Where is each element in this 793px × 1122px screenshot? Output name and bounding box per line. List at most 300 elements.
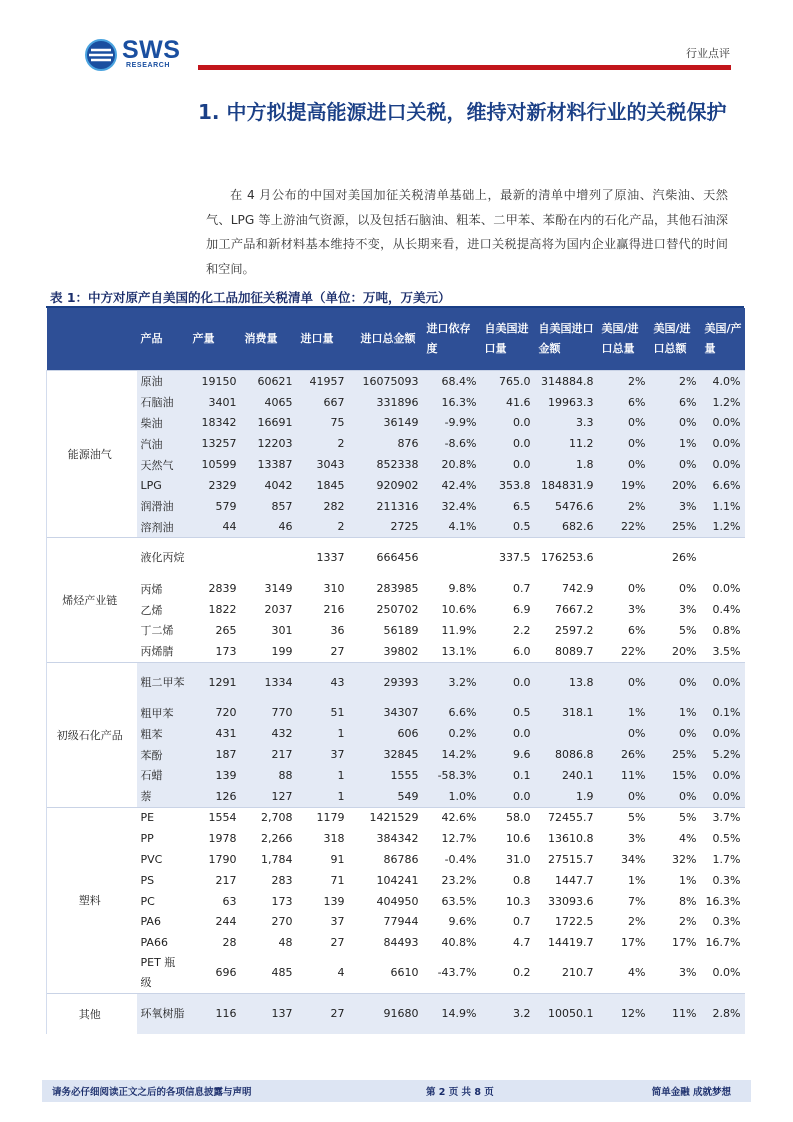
value-cell: 8086.8 (535, 744, 598, 765)
value-cell: 0% (650, 786, 701, 807)
value-cell: -0.4% (444, 853, 477, 867)
value-cell: 4 (337, 966, 345, 980)
value-cell: 6% (598, 392, 650, 413)
value-cell: 29393 (349, 662, 423, 703)
value-cell: 34307 (349, 703, 423, 724)
value-cell (701, 538, 745, 579)
value-cell: 41957 (297, 371, 349, 392)
header-cell: 进口量 (297, 308, 349, 371)
value-cell: 32845 (349, 744, 423, 765)
value-cell: 1555 (349, 765, 423, 786)
value-cell: 404950 (376, 894, 419, 908)
value-cell: 606 (349, 723, 423, 744)
product-name-cell: 润滑油 (137, 496, 189, 517)
value-cell: 2 (297, 517, 349, 538)
value-cell: 283 (271, 873, 293, 887)
table-row (47, 828, 745, 849)
product-name-cell: 苯酚 (137, 744, 189, 765)
header-cell: 消费量 (241, 308, 297, 371)
value-cell: 25% (650, 744, 701, 765)
product-name-cell: 粗苯 (137, 723, 189, 744)
value-cell: 337.5 (481, 538, 535, 579)
header-category (47, 308, 137, 371)
product-name-cell: 丙烯腈 (140, 645, 174, 659)
value-cell: 0.7 (513, 582, 531, 596)
product-name-cell: PP (140, 832, 154, 846)
header-cell: 美国/产量 (701, 308, 745, 371)
logo-subtext: RESEARCH (126, 62, 171, 69)
value-cell: 0% (598, 786, 650, 807)
table-row (47, 392, 745, 413)
value-cell: 4% (679, 832, 697, 846)
category-cell: 初级石化产品 (47, 662, 137, 807)
value-cell: 5.2% (701, 744, 745, 765)
value-cell: 2597.2 (555, 623, 594, 637)
value-cell: 5% (679, 623, 697, 637)
value-cell: 16.3% (423, 392, 481, 413)
value-cell: 10050.1 (535, 994, 598, 1035)
value-cell: 0.0 (481, 454, 535, 475)
table-row (47, 371, 745, 392)
value-cell: 63 (222, 894, 237, 908)
table-row (47, 538, 745, 579)
value-cell: 68.4% (423, 371, 481, 392)
value-cell: 2725 (349, 517, 423, 538)
value-cell: 13387 (241, 454, 297, 475)
value-cell: 2 (297, 433, 349, 454)
value-cell: 0% (598, 413, 650, 434)
value-cell: 71 (330, 873, 345, 887)
table-row (47, 413, 745, 434)
value-cell: 6.5 (481, 496, 535, 517)
product-name-cell: 原油 (137, 371, 189, 392)
value-cell: 187 (189, 744, 241, 765)
value-cell: 2.8% (701, 994, 745, 1035)
value-cell: 77944 (383, 915, 419, 929)
table-row (47, 620, 745, 641)
value-cell: 0.0% (701, 662, 745, 703)
value-cell: 0.2 (513, 966, 531, 980)
value-cell: 0% (650, 723, 701, 744)
value-cell: 15% (650, 765, 701, 786)
value-cell: 139 (189, 765, 241, 786)
value-cell: 2329 (189, 475, 241, 496)
value-cell: 282 (297, 496, 349, 517)
value-cell: 31.0 (506, 853, 531, 867)
value-cell (241, 538, 297, 579)
value-cell: 3% (679, 966, 697, 980)
table-row (47, 496, 745, 517)
value-cell: 301 (271, 623, 293, 637)
value-cell: 116 (189, 994, 241, 1035)
product-name-cell: 液化丙烷 (137, 538, 189, 579)
product-name-cell: 乙烯 (140, 603, 163, 617)
value-cell: 13257 (189, 433, 241, 454)
value-cell: 23.2% (441, 873, 477, 887)
value-cell: 104241 (376, 873, 419, 887)
value-cell: 26% (650, 538, 701, 579)
value-cell: 84493 (383, 936, 419, 950)
value-cell: 318.1 (535, 703, 598, 724)
value-cell: 2839 (208, 582, 237, 596)
value-cell: 1.1% (701, 496, 745, 517)
value-cell: 0.5 (481, 703, 535, 724)
value-cell: 20% (650, 475, 701, 496)
value-cell: 0.0 (481, 662, 535, 703)
value-cell: 173 (215, 644, 237, 658)
value-cell: 0.1 (481, 765, 535, 786)
value-cell: 1.0% (423, 786, 481, 807)
value-cell: 44 (189, 517, 241, 538)
value-cell: 852338 (349, 454, 423, 475)
table-row (47, 703, 745, 724)
product-name-cell: PS (140, 873, 155, 887)
value-cell: 58.0 (481, 807, 535, 828)
value-cell: 16.3% (705, 894, 741, 908)
value-cell: 6610 (390, 966, 419, 980)
value-cell: 10.3 (506, 894, 531, 908)
value-cell: 2,708 (241, 807, 297, 828)
value-cell: 14.9% (423, 994, 481, 1035)
value-cell: 32% (672, 853, 697, 867)
value-cell: 3% (650, 496, 701, 517)
product-name-cell: PVC (140, 853, 163, 867)
product-name-cell: 粗二甲苯 (137, 662, 189, 703)
value-cell: 3.2 (481, 994, 535, 1035)
logo-text: SWS (122, 36, 181, 64)
table-title: 表 1：中方对原产自美国的化工品加征关税清单（单位：万吨，万美元） (50, 290, 451, 305)
value-cell: 40.8% (441, 936, 477, 950)
value-cell: 0.2% (423, 723, 481, 744)
value-cell: 9.8% (448, 582, 477, 596)
value-cell: 240.1 (535, 765, 598, 786)
table-row (47, 433, 745, 454)
table-row (47, 517, 745, 538)
value-cell: 43 (297, 662, 349, 703)
value-cell: 1421529 (349, 807, 423, 828)
value-cell: 549 (349, 786, 423, 807)
value-cell: 1 (297, 786, 349, 807)
value-cell: 3% (628, 832, 646, 846)
value-cell: 88 (241, 765, 297, 786)
value-cell: -58.3% (423, 765, 481, 786)
value-cell: 3% (628, 603, 646, 617)
value-cell: 216 (323, 603, 345, 617)
value-cell: 26% (598, 744, 650, 765)
value-cell: 16691 (241, 413, 297, 434)
value-cell: 27 (330, 644, 345, 658)
value-cell: 3043 (297, 454, 349, 475)
value-cell: 696 (215, 966, 237, 980)
value-cell: 14.2% (423, 744, 481, 765)
value-cell: 217 (241, 744, 297, 765)
value-cell: 42.6% (423, 807, 481, 828)
value-cell: 173 (271, 894, 293, 908)
value-cell: 25% (650, 517, 701, 538)
value-cell: 1% (650, 703, 701, 724)
value-cell (423, 538, 481, 579)
value-cell: 0% (628, 582, 646, 596)
table-row (47, 807, 745, 828)
value-cell: 432 (241, 723, 297, 744)
value-cell: 2,266 (261, 832, 293, 846)
value-cell: 3.5% (712, 644, 741, 658)
table-row (47, 786, 745, 807)
value-cell: 13610.8 (548, 832, 594, 846)
value-cell: 6% (650, 392, 701, 413)
footer-slogan: 简单金融 成就梦想 (651, 1087, 731, 1098)
value-cell: 10599 (189, 454, 241, 475)
value-cell: 0.0% (701, 413, 745, 434)
value-cell: 0.0% (712, 966, 741, 980)
product-name-cell: 丙烯 (140, 582, 163, 596)
value-cell: 0.0% (701, 723, 745, 744)
value-cell: 0.0% (701, 454, 745, 475)
product-name-cell: PE (137, 807, 189, 828)
value-cell: 37 (297, 744, 349, 765)
value-cell: 314884.8 (535, 371, 598, 392)
value-cell: 13.1% (441, 644, 477, 658)
value-cell: 2% (598, 496, 650, 517)
value-cell: 13.8 (535, 662, 598, 703)
value-cell: 0.0 (481, 786, 535, 807)
value-cell: 0.0 (481, 433, 535, 454)
product-name-cell: 柴油 (137, 413, 189, 434)
value-cell: 22% (621, 644, 646, 658)
table-row (47, 953, 745, 994)
value-cell: 56189 (383, 623, 419, 637)
value-cell: 244 (215, 915, 237, 929)
product-name-cell: 丁二烯 (140, 624, 174, 638)
value-cell: 682.6 (535, 517, 598, 538)
header-cell: 产量 (189, 308, 241, 371)
table-row (47, 599, 745, 620)
value-cell: 10.6 (506, 832, 531, 846)
product-name-cell: PC (140, 894, 155, 908)
value-cell: 11.2 (535, 433, 598, 454)
value-cell: 127 (241, 786, 297, 807)
value-cell: 0% (598, 454, 650, 475)
product-name-cell: 汽油 (137, 433, 189, 454)
value-cell: 60621 (241, 371, 297, 392)
value-cell: 211316 (349, 496, 423, 517)
value-cell: 579 (189, 496, 241, 517)
value-cell: 2.2 (513, 623, 531, 637)
value-cell (598, 538, 650, 579)
table-row (47, 641, 745, 662)
value-cell: 17% (672, 936, 697, 950)
value-cell: 1978 (208, 832, 237, 846)
value-cell: 16.7% (705, 936, 741, 950)
value-cell: 310 (323, 582, 345, 596)
value-cell: 666456 (349, 538, 423, 579)
value-cell: 1% (598, 703, 650, 724)
value-cell: 1554 (189, 807, 241, 828)
value-cell: 1447.7 (555, 873, 594, 887)
value-cell: 0.7 (513, 915, 531, 929)
value-cell: 11% (650, 994, 701, 1035)
value-cell: 199 (271, 644, 293, 658)
header-cell: 进口依存度 (423, 308, 481, 371)
value-cell: 2% (679, 915, 697, 929)
value-cell: 36149 (349, 413, 423, 434)
value-cell: 5% (650, 807, 701, 828)
value-cell: 720 (189, 703, 241, 724)
sws-logo-icon (84, 38, 124, 72)
value-cell: 1.2% (701, 392, 745, 413)
value-cell: 16075093 (349, 371, 423, 392)
header-cell: 美国/进口总额 (650, 308, 701, 371)
value-cell: 331896 (349, 392, 423, 413)
value-cell: 667 (297, 392, 349, 413)
value-cell: 9.6% (448, 915, 477, 929)
value-cell: 32.4% (423, 496, 481, 517)
value-cell: 28 (222, 936, 237, 950)
value-cell: 34% (621, 853, 646, 867)
table-row (47, 849, 745, 870)
value-cell: 0.0 (481, 723, 535, 744)
product-name-cell: LPG (137, 475, 189, 496)
table-row (47, 454, 745, 475)
value-cell: 17% (621, 936, 646, 950)
value-cell: 765.0 (481, 371, 535, 392)
value-cell: 6.0 (513, 644, 531, 658)
value-cell: 0.1% (701, 703, 745, 724)
value-cell: 1334 (241, 662, 297, 703)
value-cell: 283985 (376, 582, 419, 596)
value-cell: 9.6 (481, 744, 535, 765)
table-row (47, 662, 745, 703)
value-cell: 742.9 (562, 582, 594, 596)
value-cell: 37 (330, 915, 345, 929)
value-cell: 217 (215, 873, 237, 887)
value-cell: 19% (598, 475, 650, 496)
value-cell: 6.9 (513, 603, 531, 617)
value-cell: 63.5% (441, 894, 477, 908)
value-cell: 3.7% (701, 807, 745, 828)
value-cell: 10.6% (441, 603, 477, 617)
value-cell: 36 (330, 623, 345, 637)
value-cell: 4065 (241, 392, 297, 413)
value-cell: 46 (241, 517, 297, 538)
value-cell: 0% (598, 662, 650, 703)
category-cell: 烯烃产业链 (47, 538, 137, 662)
header-cell: 产品 (137, 308, 189, 371)
value-cell: 0.0 (481, 413, 535, 434)
value-cell: 0.8% (712, 623, 741, 637)
value-cell: 48 (278, 936, 293, 950)
value-cell: 0.3% (712, 915, 741, 929)
value-cell: 1,784 (261, 853, 293, 867)
product-name-cell: PA6 (140, 915, 161, 929)
value-cell: -9.9% (423, 413, 481, 434)
value-cell: 72455.7 (535, 807, 598, 828)
table-row (47, 932, 745, 953)
value-cell: 250702 (376, 603, 419, 617)
product-name-cell: 石蜡 (137, 765, 189, 786)
footer-page-number: 第 2 页 共 8 页 (426, 1087, 494, 1098)
value-cell: 876 (349, 433, 423, 454)
table-row (47, 765, 745, 786)
value-cell: 12203 (241, 433, 297, 454)
value-cell: 384342 (376, 832, 419, 846)
category-cell: 塑料 (47, 807, 137, 994)
product-name-cell: 萘 (137, 786, 189, 807)
value-cell: 3% (679, 603, 697, 617)
value-cell: 0% (650, 662, 701, 703)
value-cell: 1337 (297, 538, 349, 579)
value-cell: 14419.7 (548, 936, 594, 950)
value-cell: 5% (598, 807, 650, 828)
value-cell: 1822 (208, 603, 237, 617)
value-cell: 0.0% (701, 786, 745, 807)
value-cell: 1.9 (535, 786, 598, 807)
value-cell: 353.8 (481, 475, 535, 496)
value-cell: 6% (628, 623, 646, 637)
section-title: 1. 中方拟提高能源进口关税，维持对新材料行业的关税保护 (198, 100, 727, 124)
table-row (47, 994, 745, 1035)
product-name-cell: 环氧树脂 (137, 994, 189, 1035)
value-cell: 0.5 (481, 517, 535, 538)
value-cell: 0.5% (712, 832, 741, 846)
value-cell: 27 (297, 994, 349, 1035)
value-cell: 20.8% (423, 454, 481, 475)
value-cell: 91 (330, 853, 345, 867)
header-cell: 自美国进口金额 (535, 308, 598, 371)
value-cell: 0.3% (712, 873, 741, 887)
table-row (47, 578, 745, 599)
footer-disclaimer: 请务必仔细阅读正文之后的各项信息披露与声明 (52, 1087, 252, 1098)
value-cell: 42.4% (423, 475, 481, 496)
value-cell: 0% (598, 723, 650, 744)
header-cell: 美国/进口总量 (598, 308, 650, 371)
product-name-cell: 石脑油 (137, 392, 189, 413)
value-cell: 4.7 (513, 936, 531, 950)
value-cell: 485 (271, 966, 293, 980)
value-cell: 2037 (264, 603, 293, 617)
value-cell: -43.7% (437, 966, 477, 980)
value-cell: 11.9% (441, 623, 477, 637)
value-cell: 20% (672, 644, 697, 658)
value-cell: 1 (297, 723, 349, 744)
value-cell: 1.8 (535, 454, 598, 475)
value-cell: 1845 (297, 475, 349, 496)
value-cell: 12.7% (441, 832, 477, 846)
value-cell: 1.2% (701, 517, 745, 538)
value-cell: 3149 (264, 582, 293, 596)
value-cell: 5476.6 (535, 496, 598, 517)
header-cell: 自美国进口量 (481, 308, 535, 371)
value-cell: 41.6 (481, 392, 535, 413)
value-cell: 75 (297, 413, 349, 434)
product-name-cell: 粗甲苯 (137, 703, 189, 724)
value-cell: 184831.9 (535, 475, 598, 496)
value-cell: 210.7 (562, 966, 594, 980)
tariff-table (46, 308, 745, 1034)
value-cell: 0.0% (712, 582, 741, 596)
table-row (47, 744, 745, 765)
value-cell: 12% (598, 994, 650, 1035)
header-divider (198, 65, 731, 70)
value-cell: 431 (189, 723, 241, 744)
value-cell (189, 538, 241, 579)
value-cell: 33093.6 (548, 894, 594, 908)
value-cell: 3.2% (423, 662, 481, 703)
value-cell: 1% (650, 433, 701, 454)
value-cell: 0.0% (701, 433, 745, 454)
table-row (47, 870, 745, 891)
value-cell: 857 (241, 496, 297, 517)
